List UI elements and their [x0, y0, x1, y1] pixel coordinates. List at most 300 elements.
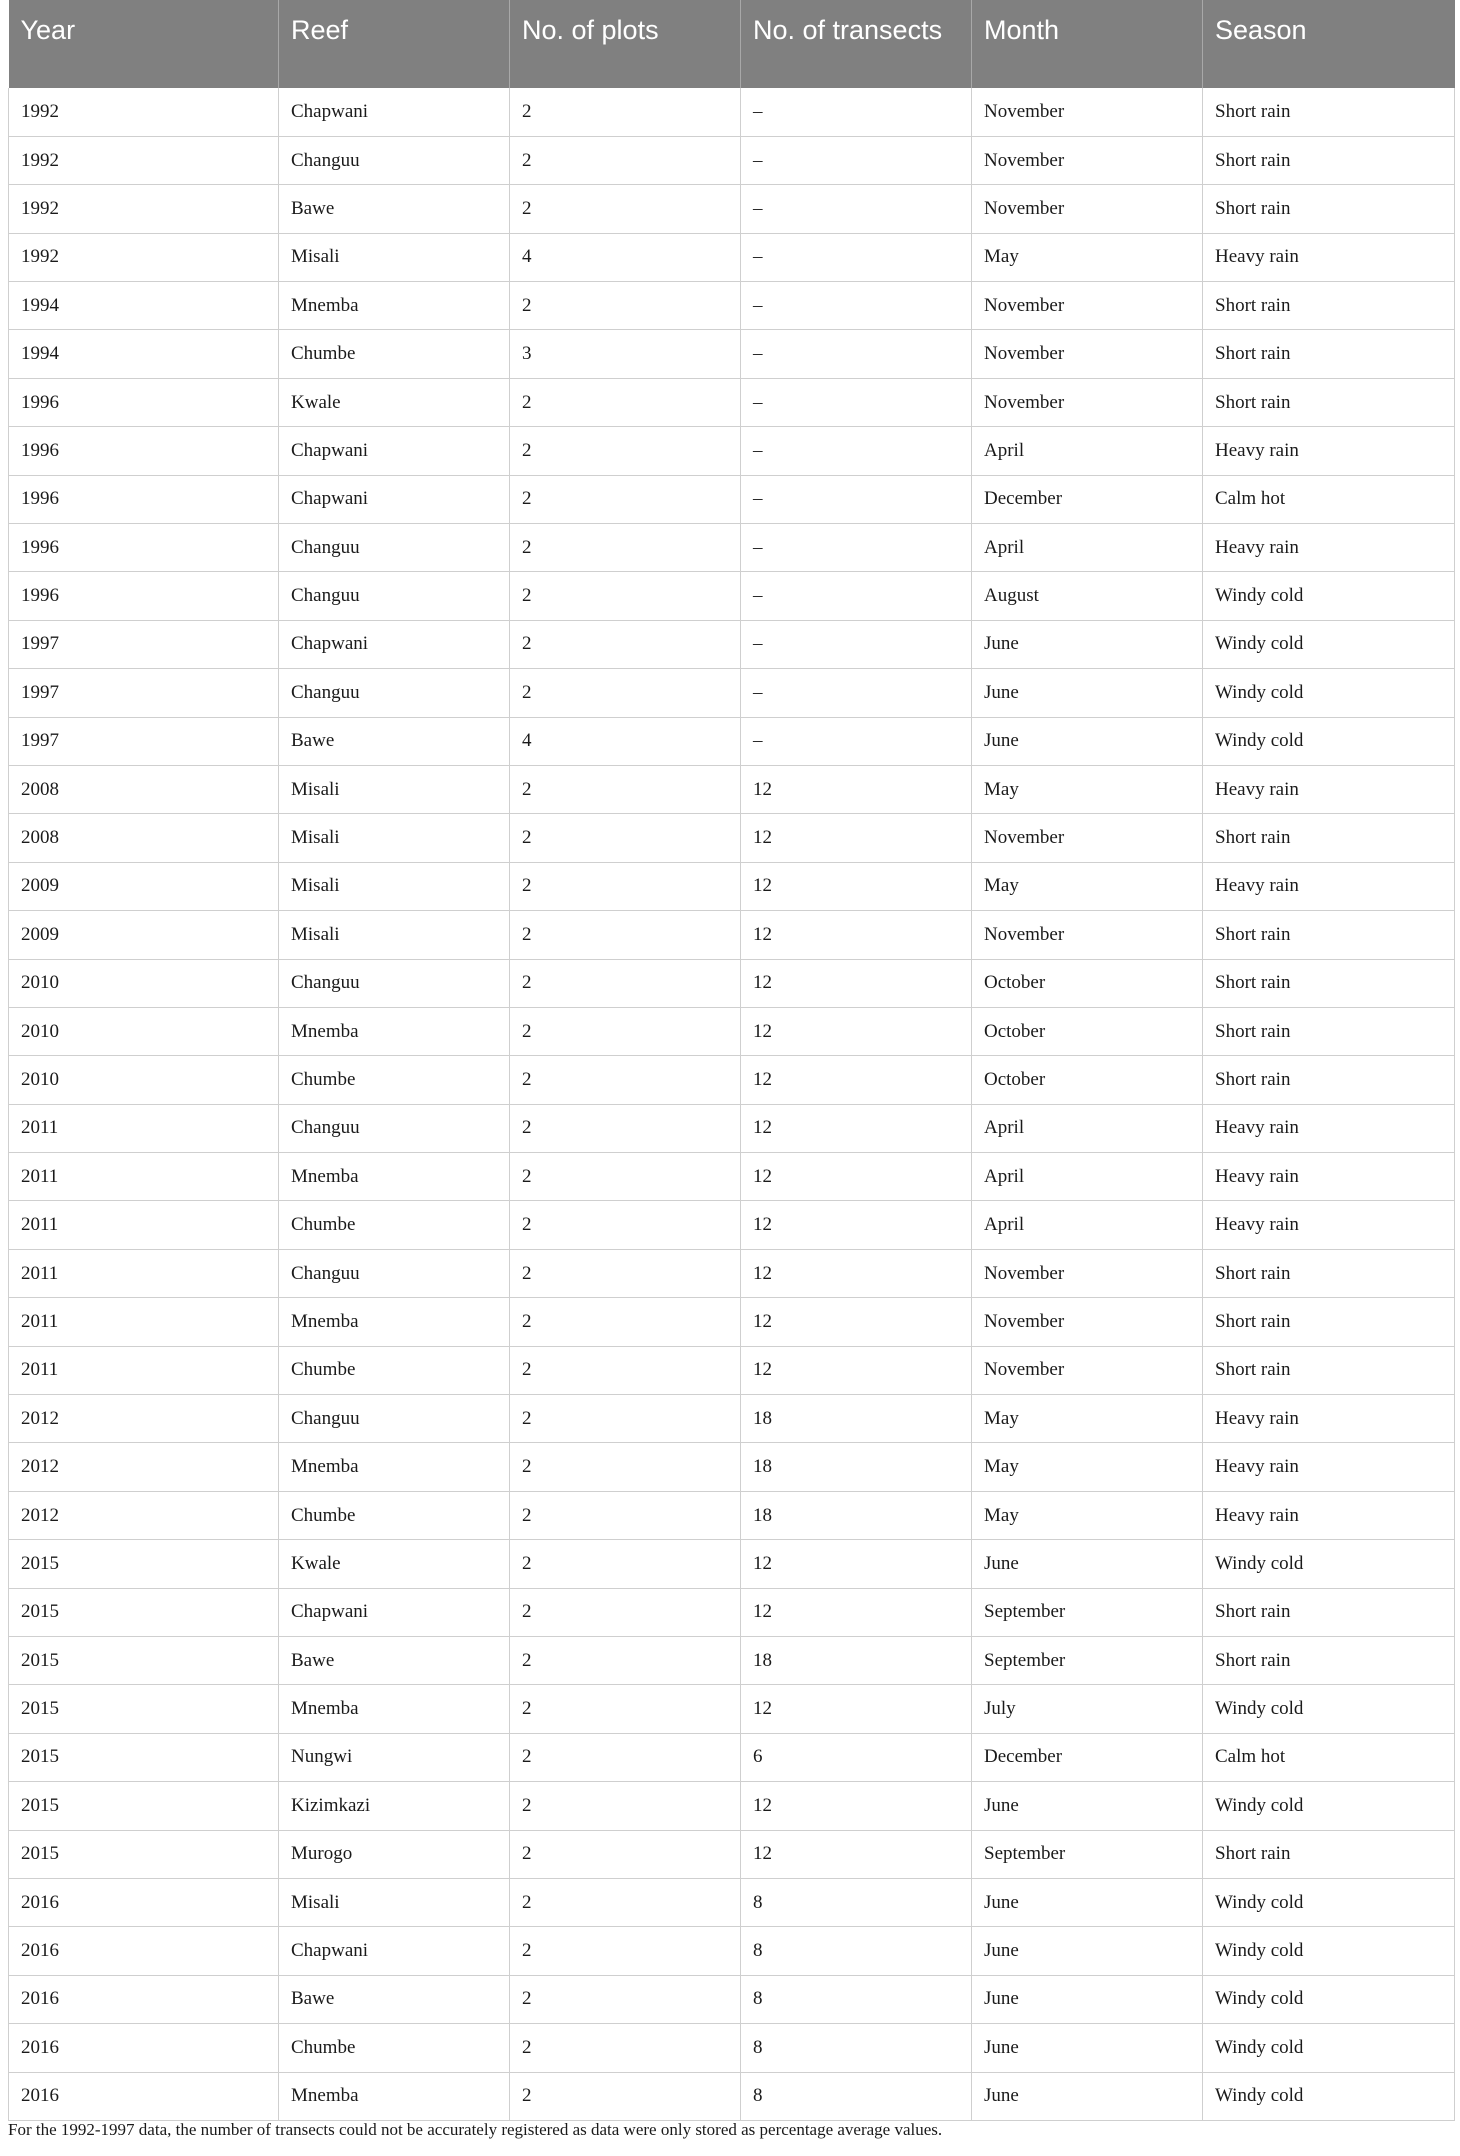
cell-plots: 2 — [510, 1395, 741, 1443]
cell-transects: 12 — [741, 1685, 972, 1733]
cell-transects: 12 — [741, 1007, 972, 1055]
cell-plots: 2 — [510, 1104, 741, 1152]
cell-reef: Nungwi — [279, 1733, 510, 1781]
table-row — [9, 282, 1455, 330]
cell-reef: Changuu — [279, 1249, 510, 1297]
cell-season: Short rain — [1203, 1056, 1455, 1104]
cell-month: November — [972, 136, 1203, 184]
cell-year: 1997 — [9, 669, 279, 717]
cell-transects: 8 — [741, 1975, 972, 2023]
table-row — [9, 1007, 1455, 1055]
cell-year: 2011 — [9, 1298, 279, 1346]
cell-reef: Misali — [279, 911, 510, 959]
cell-month: October — [972, 959, 1203, 1007]
cell-year: 2011 — [9, 1346, 279, 1394]
cell-reef: Misali — [279, 862, 510, 910]
cell-plots: 2 — [510, 1637, 741, 1685]
cell-plots: 2 — [510, 1540, 741, 1588]
cell-month: July — [972, 1685, 1203, 1733]
cell-year: 2012 — [9, 1395, 279, 1443]
table-row — [9, 1153, 1455, 1201]
table-row — [9, 620, 1455, 668]
cell-year: 2010 — [9, 1056, 279, 1104]
cell-transects: 12 — [741, 1104, 972, 1152]
cell-season: Windy cold — [1203, 669, 1455, 717]
cell-reef: Changuu — [279, 1395, 510, 1443]
cell-season: Short rain — [1203, 1346, 1455, 1394]
cell-reef: Chapwani — [279, 620, 510, 668]
cell-transects: 8 — [741, 2072, 972, 2120]
cell-season: Short rain — [1203, 1588, 1455, 1636]
cell-month: September — [972, 1588, 1203, 1636]
cell-transects: 8 — [741, 2024, 972, 2072]
cell-season: Short rain — [1203, 378, 1455, 426]
cell-reef: Mnemba — [279, 1007, 510, 1055]
column-header-year: Year — [9, 0, 279, 88]
cell-season: Heavy rain — [1203, 1153, 1455, 1201]
cell-plots: 2 — [510, 572, 741, 620]
cell-reef: Kwale — [279, 1540, 510, 1588]
cell-reef: Chumbe — [279, 2024, 510, 2072]
cell-reef: Chapwani — [279, 1588, 510, 1636]
cell-reef: Mnemba — [279, 1443, 510, 1491]
header-row — [9, 0, 1455, 88]
table-row — [9, 862, 1455, 910]
cell-season: Windy cold — [1203, 1540, 1455, 1588]
cell-year: 2011 — [9, 1201, 279, 1249]
cell-season: Heavy rain — [1203, 1201, 1455, 1249]
cell-year: 2015 — [9, 1733, 279, 1781]
cell-reef: Chumbe — [279, 1491, 510, 1539]
cell-plots: 2 — [510, 2072, 741, 2120]
cell-plots: 2 — [510, 1298, 741, 1346]
cell-plots: 2 — [510, 1153, 741, 1201]
cell-month: May — [972, 233, 1203, 281]
cell-year: 1994 — [9, 282, 279, 330]
cell-season: Windy cold — [1203, 572, 1455, 620]
cell-year: 2012 — [9, 1443, 279, 1491]
table-row — [9, 1782, 1455, 1830]
cell-year: 2016 — [9, 1927, 279, 1975]
cell-month: November — [972, 814, 1203, 862]
cell-year: 2015 — [9, 1588, 279, 1636]
cell-transects: – — [741, 524, 972, 572]
cell-season: Short rain — [1203, 88, 1455, 136]
cell-reef: Changuu — [279, 959, 510, 1007]
table-row — [9, 1588, 1455, 1636]
table-footnote: For the 1992-1997 data, the number of transects could not be accurately registered as data were only stored as percentage average values. — [8, 2120, 943, 2139]
cell-reef: Chumbe — [279, 1056, 510, 1104]
cell-reef: Mnemba — [279, 1685, 510, 1733]
cell-transects: 8 — [741, 1927, 972, 1975]
cell-month: April — [972, 427, 1203, 475]
cell-month: October — [972, 1007, 1203, 1055]
cell-plots: 2 — [510, 1491, 741, 1539]
cell-transects: 12 — [741, 1588, 972, 1636]
cell-year: 2015 — [9, 1685, 279, 1733]
cell-season: Heavy rain — [1203, 1104, 1455, 1152]
table-row — [9, 765, 1455, 813]
cell-plots: 2 — [510, 524, 741, 572]
cell-plots: 2 — [510, 1733, 741, 1781]
cell-month: December — [972, 1733, 1203, 1781]
cell-year: 2015 — [9, 1830, 279, 1878]
cell-month: November — [972, 88, 1203, 136]
table-row — [9, 1830, 1455, 1878]
cell-plots: 2 — [510, 1588, 741, 1636]
cell-month: November — [972, 911, 1203, 959]
table-row — [9, 1927, 1455, 1975]
table-row — [9, 959, 1455, 1007]
cell-year: 1996 — [9, 572, 279, 620]
cell-transects: – — [741, 378, 972, 426]
cell-transects: 18 — [741, 1395, 972, 1443]
table-row — [9, 330, 1455, 378]
cell-reef: Changuu — [279, 524, 510, 572]
cell-month: April — [972, 1153, 1203, 1201]
cell-year: 2016 — [9, 1878, 279, 1926]
cell-month: June — [972, 1927, 1203, 1975]
cell-month: June — [972, 1975, 1203, 2023]
table-row — [9, 1975, 1455, 2023]
cell-year: 2011 — [9, 1249, 279, 1297]
cell-season: Short rain — [1203, 1637, 1455, 1685]
cell-year: 2011 — [9, 1104, 279, 1152]
cell-month: April — [972, 524, 1203, 572]
cell-plots: 2 — [510, 669, 741, 717]
column-header-month: Month — [972, 0, 1203, 88]
cell-season: Heavy rain — [1203, 765, 1455, 813]
table-row — [9, 1637, 1455, 1685]
cell-year: 2016 — [9, 1975, 279, 2023]
cell-month: June — [972, 1782, 1203, 1830]
cell-plots: 2 — [510, 1249, 741, 1297]
cell-transects: – — [741, 330, 972, 378]
cell-year: 2010 — [9, 1007, 279, 1055]
cell-year: 1992 — [9, 136, 279, 184]
table-row — [9, 1878, 1455, 1926]
cell-season: Heavy rain — [1203, 233, 1455, 281]
cell-transects: – — [741, 427, 972, 475]
table-row — [9, 1298, 1455, 1346]
cell-season: Heavy rain — [1203, 1443, 1455, 1491]
cell-season: Short rain — [1203, 1830, 1455, 1878]
table-row — [9, 233, 1455, 281]
cell-year: 2015 — [9, 1782, 279, 1830]
cell-plots: 2 — [510, 1975, 741, 2023]
table-row — [9, 1201, 1455, 1249]
cell-season: Short rain — [1203, 911, 1455, 959]
cell-year: 2011 — [9, 1153, 279, 1201]
cell-plots: 4 — [510, 717, 741, 765]
cell-plots: 2 — [510, 1443, 741, 1491]
cell-month: April — [972, 1104, 1203, 1152]
cell-season: Short rain — [1203, 330, 1455, 378]
table-header — [9, 0, 1455, 88]
cell-month: June — [972, 2072, 1203, 2120]
cell-month: September — [972, 1830, 1203, 1878]
table-row — [9, 427, 1455, 475]
column-header-plots: No. of plots — [510, 0, 741, 88]
cell-reef: Misali — [279, 233, 510, 281]
cell-reef: Changuu — [279, 669, 510, 717]
cell-year: 1994 — [9, 330, 279, 378]
cell-reef: Chapwani — [279, 88, 510, 136]
cell-season: Short rain — [1203, 185, 1455, 233]
cell-year: 1997 — [9, 717, 279, 765]
cell-transects: 12 — [741, 765, 972, 813]
cell-year: 1996 — [9, 378, 279, 426]
cell-plots: 2 — [510, 1007, 741, 1055]
table-row — [9, 572, 1455, 620]
table-row — [9, 1491, 1455, 1539]
cell-season: Short rain — [1203, 282, 1455, 330]
survey-table-container — [8, 0, 1454, 2121]
cell-reef: Bawe — [279, 1975, 510, 2023]
cell-reef: Chumbe — [279, 1346, 510, 1394]
cell-transects: – — [741, 717, 972, 765]
column-header-transects: No. of transects — [741, 0, 972, 88]
table-row — [9, 1685, 1455, 1733]
table-row — [9, 1104, 1455, 1152]
cell-plots: 2 — [510, 475, 741, 523]
cell-month: June — [972, 1540, 1203, 1588]
cell-reef: Kwale — [279, 378, 510, 426]
cell-year: 2015 — [9, 1540, 279, 1588]
table-row — [9, 1346, 1455, 1394]
cell-transects: 12 — [741, 1153, 972, 1201]
cell-year: 1996 — [9, 427, 279, 475]
cell-transects: – — [741, 136, 972, 184]
cell-month: May — [972, 1491, 1203, 1539]
column-header-reef: Reef — [279, 0, 510, 88]
cell-year: 1992 — [9, 88, 279, 136]
cell-season: Calm hot — [1203, 1733, 1455, 1781]
cell-month: October — [972, 1056, 1203, 1104]
cell-year: 1992 — [9, 185, 279, 233]
cell-transects: 12 — [741, 862, 972, 910]
cell-season: Windy cold — [1203, 1927, 1455, 1975]
cell-season: Short rain — [1203, 959, 1455, 1007]
cell-plots: 2 — [510, 959, 741, 1007]
cell-season: Short rain — [1203, 1249, 1455, 1297]
column-header-season: Season — [1215, 15, 1307, 45]
cell-plots: 2 — [510, 862, 741, 910]
cell-reef: Chapwani — [279, 427, 510, 475]
cell-year: 2009 — [9, 862, 279, 910]
cell-season: Windy cold — [1203, 717, 1455, 765]
table-row — [9, 185, 1455, 233]
cell-season: Short rain — [1203, 136, 1455, 184]
table-row — [9, 2024, 1455, 2072]
cell-reef: Mnemba — [279, 282, 510, 330]
table-row — [9, 524, 1455, 572]
table-row — [9, 717, 1455, 765]
cell-season: Short rain — [1203, 814, 1455, 862]
table-row — [9, 1733, 1455, 1781]
cell-plots: 2 — [510, 1685, 741, 1733]
cell-plots: 2 — [510, 1346, 741, 1394]
cell-transects: 12 — [741, 1540, 972, 1588]
cell-reef: Changuu — [279, 1104, 510, 1152]
table-row — [9, 378, 1455, 426]
cell-transects: 12 — [741, 814, 972, 862]
cell-reef: Misali — [279, 1878, 510, 1926]
cell-season: Windy cold — [1203, 2072, 1455, 2120]
cell-reef: Changuu — [279, 572, 510, 620]
cell-season: Heavy rain — [1203, 1395, 1455, 1443]
cell-season: Windy cold — [1203, 2024, 1455, 2072]
table-row — [9, 669, 1455, 717]
cell-year: 2010 — [9, 959, 279, 1007]
cell-reef: Murogo — [279, 1830, 510, 1878]
cell-plots: 2 — [510, 1878, 741, 1926]
cell-season: Heavy rain — [1203, 862, 1455, 910]
cell-reef: Misali — [279, 814, 510, 862]
cell-month: November — [972, 1249, 1203, 1297]
cell-plots: 2 — [510, 1927, 741, 1975]
table-row — [9, 1443, 1455, 1491]
cell-plots: 2 — [510, 282, 741, 330]
cell-plots: 2 — [510, 2024, 741, 2072]
table-body — [9, 88, 1455, 2120]
cell-month: May — [972, 765, 1203, 813]
cell-transects: 12 — [741, 1346, 972, 1394]
cell-month: September — [972, 1637, 1203, 1685]
cell-year: 2008 — [9, 765, 279, 813]
cell-transects: 12 — [741, 959, 972, 1007]
cell-plots: 2 — [510, 427, 741, 475]
table-row — [9, 2072, 1455, 2120]
cell-transects: 18 — [741, 1443, 972, 1491]
cell-reef: Chumbe — [279, 1201, 510, 1249]
cell-plots: 2 — [510, 814, 741, 862]
cell-month: May — [972, 862, 1203, 910]
cell-month: June — [972, 620, 1203, 668]
cell-year: 1997 — [9, 620, 279, 668]
cell-reef: Bawe — [279, 1637, 510, 1685]
cell-season: Heavy rain — [1203, 524, 1455, 572]
cell-year: 2016 — [9, 2024, 279, 2072]
cell-month: November — [972, 378, 1203, 426]
cell-year: 1992 — [9, 233, 279, 281]
cell-transects: – — [741, 572, 972, 620]
cell-reef: Mnemba — [279, 1298, 510, 1346]
cell-plots: 2 — [510, 1830, 741, 1878]
cell-transects: 6 — [741, 1733, 972, 1781]
cell-reef: Bawe — [279, 717, 510, 765]
cell-transects: 12 — [741, 1298, 972, 1346]
table-row — [9, 475, 1455, 523]
cell-reef: Misali — [279, 765, 510, 813]
cell-reef: Bawe — [279, 185, 510, 233]
cell-transects: – — [741, 185, 972, 233]
cell-plots: 2 — [510, 185, 741, 233]
cell-transects: 12 — [741, 1056, 972, 1104]
cell-season: Calm hot — [1203, 475, 1455, 523]
cell-plots: 2 — [510, 1782, 741, 1830]
cell-season: Heavy rain — [1203, 427, 1455, 475]
cell-plots: 4 — [510, 233, 741, 281]
cell-year: 2016 — [9, 2072, 279, 2120]
cell-year: 1996 — [9, 475, 279, 523]
cell-reef: Chumbe — [279, 330, 510, 378]
cell-season: Short rain — [1203, 1007, 1455, 1055]
table-row — [9, 88, 1455, 136]
cell-reef: Chapwani — [279, 475, 510, 523]
table-row — [9, 1395, 1455, 1443]
cell-season: Windy cold — [1203, 1685, 1455, 1733]
cell-season: Windy cold — [1203, 1782, 1455, 1830]
table-row — [9, 136, 1455, 184]
cell-plots: 2 — [510, 765, 741, 813]
cell-transects: – — [741, 233, 972, 281]
cell-season: Heavy rain — [1203, 1491, 1455, 1539]
cell-reef: Chapwani — [279, 1927, 510, 1975]
cell-plots: 2 — [510, 88, 741, 136]
cell-month: June — [972, 2024, 1203, 2072]
table-row — [9, 1540, 1455, 1588]
cell-season: Windy cold — [1203, 1878, 1455, 1926]
cell-transects: 8 — [741, 1878, 972, 1926]
cell-plots: 2 — [510, 620, 741, 668]
cell-year: 2009 — [9, 911, 279, 959]
cell-transects: 18 — [741, 1637, 972, 1685]
cell-plots: 2 — [510, 1056, 741, 1104]
cell-month: November — [972, 330, 1203, 378]
cell-plots: 2 — [510, 911, 741, 959]
cell-plots: 2 — [510, 136, 741, 184]
cell-year: 2015 — [9, 1637, 279, 1685]
survey-table — [8, 0, 1455, 2121]
cell-plots: 3 — [510, 330, 741, 378]
cell-month: November — [972, 1298, 1203, 1346]
cell-month: November — [972, 1346, 1203, 1394]
cell-transects: – — [741, 282, 972, 330]
cell-transects: 12 — [741, 1249, 972, 1297]
cell-reef: Kizimkazi — [279, 1782, 510, 1830]
cell-month: August — [972, 572, 1203, 620]
table-row — [9, 1056, 1455, 1104]
cell-reef: Mnemba — [279, 2072, 510, 2120]
cell-transects: 12 — [741, 911, 972, 959]
table-row — [9, 1249, 1455, 1297]
cell-month: May — [972, 1443, 1203, 1491]
cell-month: December — [972, 475, 1203, 523]
cell-year: 1996 — [9, 524, 279, 572]
cell-season: Windy cold — [1203, 1975, 1455, 2023]
cell-month: June — [972, 717, 1203, 765]
cell-reef: Mnemba — [279, 1153, 510, 1201]
cell-year: 2012 — [9, 1491, 279, 1539]
table-row — [9, 911, 1455, 959]
cell-transects: 12 — [741, 1201, 972, 1249]
cell-month: November — [972, 185, 1203, 233]
cell-plots: 2 — [510, 1201, 741, 1249]
cell-transects: 12 — [741, 1830, 972, 1878]
cell-plots: 2 — [510, 378, 741, 426]
cell-transects: – — [741, 620, 972, 668]
cell-month: May — [972, 1395, 1203, 1443]
cell-month: April — [972, 1201, 1203, 1249]
cell-transects: 12 — [741, 1782, 972, 1830]
cell-season: Short rain — [1203, 1298, 1455, 1346]
cell-month: June — [972, 1878, 1203, 1926]
cell-reef: Changuu — [279, 136, 510, 184]
cell-transects: – — [741, 475, 972, 523]
table-row — [9, 814, 1455, 862]
cell-transects: – — [741, 669, 972, 717]
